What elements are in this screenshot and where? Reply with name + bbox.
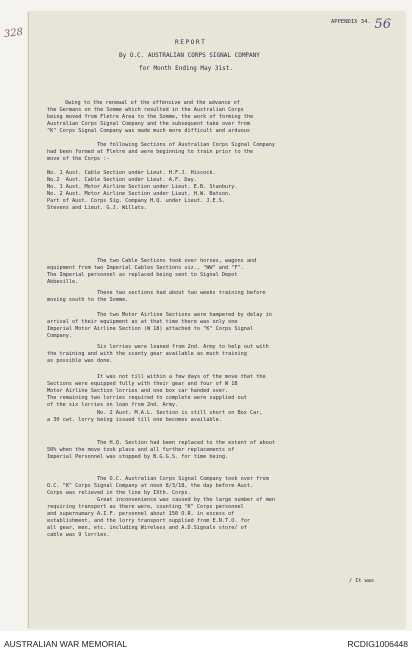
text-line: No. 2 Aust. M.A.L. Section is still short on Box Car, (97, 410, 263, 416)
text-line: Sections were equipped fully with their gear and four of W 18 (47, 381, 238, 387)
text-line: 50% when the move took place and all further replacements of (47, 447, 235, 453)
text-line: It was not till within a few days of the move that the (97, 374, 266, 380)
section-list-item: No. 1 Aust. Cable Section under Lieut. H.F.J. Hiscock. (47, 170, 216, 176)
text-line: equipment from two Imperial Cables Sections viz., "WW" and "F". (47, 265, 244, 271)
text-line: The O.C. Australian Corps Signal Company took over from (97, 476, 269, 482)
text-line: a 30 cwt. lorry being issued till one becomes available. (47, 417, 222, 423)
text-line: The H.Q. Section had been replaced to the extent of about (97, 440, 276, 446)
archive-footer (0, 631, 412, 654)
text-line: Six lorries were loaned from 2nd. Army to help out with (97, 344, 269, 350)
text-line: the Germans on the Somme which resulted in the Australian Corps (47, 107, 244, 113)
text-line: moving south to the Somme. (47, 297, 129, 303)
text-line: being moved from Fletre Area to the Somme, the work of forming the (47, 114, 254, 120)
text-line: Abbeville. (47, 279, 79, 285)
section-list-item: Stevens and Lieut. G.J. Willats. (47, 205, 147, 211)
text-line: establishment, and the lorry transport supplied from E.N.T.O. for (47, 518, 251, 524)
report-period: for Month Ending May 31st. (139, 65, 233, 72)
handwritten-reference: 328 (3, 26, 24, 41)
text-line: These two sections had about two weeks training before (97, 290, 266, 296)
continuation-note: / It was (349, 578, 374, 584)
text-line: arrival of their equipment as at that time there was only one (47, 319, 238, 325)
archive-name: AUSTRALIAN WAR MEMORIAL (4, 639, 127, 649)
text-line: Imperial Personnel was stopped by B.G.G.S. for time being. (47, 454, 229, 460)
text-line: The Imperial personnel as replaced being sent to Signal Depot (47, 272, 238, 278)
report-subtitle: By O.C. AUSTRALIAN CORPS SIGNAL COMPANY (119, 52, 260, 59)
text-line: requiring transport as there were, counting "K" Corps personnel (47, 504, 244, 510)
text-line: the training and with the scanty gear available as much training (47, 351, 247, 357)
text-line: The two Cable Sections took over horses, wagons and (97, 258, 257, 264)
text-line: Company. (47, 333, 72, 339)
text-line: as possible was done. (47, 358, 113, 364)
text-line: Imperial Motor Airline Section (W 18) attached to "K" Corps Signal (47, 326, 254, 332)
text-line: "K" Corps Signal Company was made much more difficult and arduous (47, 128, 251, 134)
text-line: cable was 9 lorries. (47, 532, 110, 538)
text-line: had been formed at Fletre and were beginning to train prior to the (47, 149, 254, 155)
text-line: The following Sections of Australian Corps Signal Company (97, 142, 276, 148)
archive-id: RCDIG1006448 (347, 639, 408, 649)
text-line: Australian Corps Signal Company and the subsequent take over from (47, 121, 251, 127)
text-line: O.C. "K" Corps Signal Company at noon 8/3/18, the day before Aust. (47, 483, 254, 489)
section-list-item: No. 1 Aust. Motor Airline Section under Lieut. E.B. Stanbury. (47, 184, 238, 190)
text-line: Motor Airline Section lorries and one box car handed over. (47, 388, 229, 394)
text-line: Owing to the renewal of the offensive and the advance of (65, 100, 240, 106)
document-page (28, 12, 405, 628)
text-line: and supernumary A.I.F. personnel about 150 O.R. in excess of (47, 511, 235, 517)
section-list-item: Part of Aust. Corps Sig. Company H.Q. under Lieut. J.E.S. (47, 198, 226, 204)
section-list-item: No. 2 Aust. Motor Airline Section under Lieut. H.W. Batson. (47, 191, 232, 197)
section-list-item: No.2 Aust. Cable Section under Lieut. A.F. Day. (47, 177, 197, 183)
text-line: move of the Corps :- (47, 156, 110, 162)
text-line: all gear, men, etc. including Wireless and A.D.Signals store/ of (47, 525, 247, 531)
appendix-label: APPENDIX 34. (331, 19, 371, 25)
report-title: REPORT (175, 39, 207, 46)
handwritten-page-number: 56 (374, 17, 391, 32)
text-line: of the six lorries on loan from 2nd. Army. (47, 402, 179, 408)
text-line: Corps was relieved in the line by IXth. Corps. (47, 490, 191, 496)
text-line: The remaining two lorries required to complete were supplied out (47, 395, 247, 401)
text-line: The two Motor Airline Sections were hampered by delay in (97, 312, 272, 318)
text-line: Great inconvenience was caused by the large number of men (97, 497, 276, 503)
